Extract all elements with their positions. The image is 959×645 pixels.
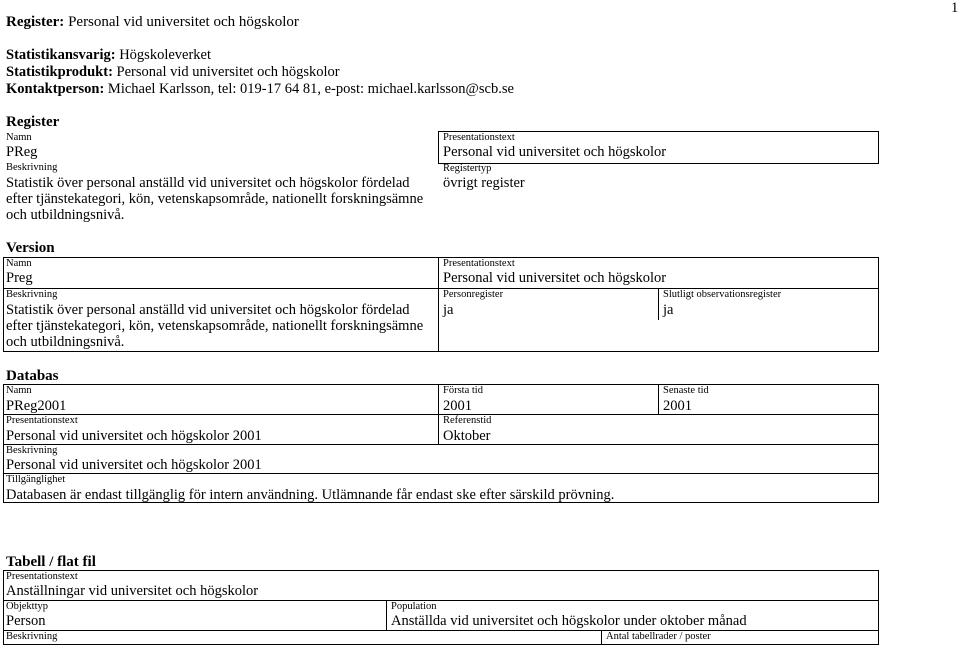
databas-presentationstext-value: Personal vid universitet och högskolor 2001 [6,428,262,444]
tabell-heading: Tabell / flat fil [6,554,96,570]
version-beskrivning-label: Beskrivning [6,289,58,300]
version-beskrivning-value: Statistik över personal anställd vid universitet och högskolor fördelad efter tjänstekategori, kön, vetenskapsområde, nationellt forskningsämne och utbildningsnivå. [6,302,424,350]
tabell-col-divider-2 [601,630,602,645]
statistikansvarig-line [6,47,211,64]
page-title [6,14,299,31]
statistikprodukt-value: Personal vid universitet och högskolor [116,64,340,80]
databas-forsta-tid-value: 2001 [443,398,472,414]
tabell-col-divider [386,600,387,630]
statistikansvarig-value: Högskoleverket [119,47,212,63]
register-heading: Register [6,114,60,130]
register-namn-value: PReg [6,144,38,160]
databas-col-divider-2 [658,384,659,414]
register-presentationstext-value: Personal vid universitet och högskolor [443,144,667,160]
tabell-row-divider-1 [3,600,879,601]
databas-senaste-tid-label: Senaste tid [663,385,709,396]
version-personregister-label: Personregister [443,289,504,300]
kontaktperson-line [6,81,514,98]
version-namn-label: Namn [6,258,32,269]
databas-presentationstext-label: Presentationstext [6,415,78,426]
databas-referenstid-value: Oktober [443,428,491,444]
tabell-box [3,570,879,645]
register-namn-label: Namn [6,132,32,143]
tabell-population-value: Anställda vid universitet och högskolor under oktober månad [391,613,747,629]
version-presentationstext-value: Personal vid universitet och högskolor [443,270,667,286]
databas-heading: Databas [6,368,59,384]
register-registertyp-value: övrigt register [443,175,525,191]
version-col-divider-2 [658,288,659,320]
version-presentationstext-label: Presentationstext [443,258,515,269]
version-col-divider [438,257,439,352]
statistikansvarig-label: Statistikansvarig: [6,47,116,63]
tabell-population-label: Population [391,601,437,612]
databas-tillganglighet-value: Databasen är endast tillgänglig för intern användning. Utlämnande får endast ske efter särskild prövning. [6,487,615,503]
databas-senaste-tid-value: 2001 [663,398,692,414]
register-registertyp-label: Registertyp [443,163,492,174]
databas-row-divider-2 [3,444,879,445]
tabell-presentationstext-value: Anställningar vid universitet och högskolor [6,583,259,599]
databas-tillganglighet-label: Tillgänglighet [6,474,66,485]
version-personregister-value: ja [443,302,454,318]
databas-row-divider-3 [3,473,879,474]
register-presentationstext-label: Presentationstext [443,132,515,143]
databas-beskrivning-label: Beskrivning [6,445,58,456]
tabell-antal-label: Antal tabellrader / poster [606,631,711,642]
databas-col-divider [438,384,439,444]
databas-referenstid-label: Referenstid [443,415,492,426]
tabell-objekttyp-label: Objekttyp [6,601,48,612]
statistikprodukt-line [6,64,340,81]
databas-namn-value: PReg2001 [6,398,67,414]
page-title-label: Register: [6,14,65,30]
register-beskrivning-value: Statistik över personal anställd vid universitet och högskolor fördelad efter tjänstekategori, kön, vetenskapsområde, nationellt forskningsämne och utbildningsnivå. [6,175,424,223]
tabell-row-divider-2 [3,630,879,631]
tabell-beskrivning-label: Beskrivning [6,631,58,642]
page-number: 1 [951,0,959,16]
register-beskrivning-label: Beskrivning [6,162,58,173]
kontaktperson-value: Michael Karlsson, tel: 019-17 64 81, e-post: michael.karlsson@scb.se [107,81,514,97]
databas-forsta-tid-label: Första tid [443,385,483,396]
page-title-value: Personal vid universitet och högskolor [68,14,299,30]
version-slutligt-value: ja [663,302,674,318]
databas-namn-label: Namn [6,385,32,396]
databas-beskrivning-value: Personal vid universitet och högskolor 2001 [6,457,262,473]
databas-row-divider-1 [3,414,879,415]
version-namn-value: Preg [6,270,33,286]
version-slutligt-label: Slutligt observationsregister [663,289,782,300]
tabell-objekttyp-value: Person [6,613,46,629]
statistikprodukt-label: Statistikprodukt: [6,64,113,80]
kontaktperson-label: Kontaktperson: [6,81,105,97]
tabell-presentationstext-label: Presentationstext [6,571,78,582]
register-divider [438,163,879,164]
version-heading: Version [6,240,55,256]
